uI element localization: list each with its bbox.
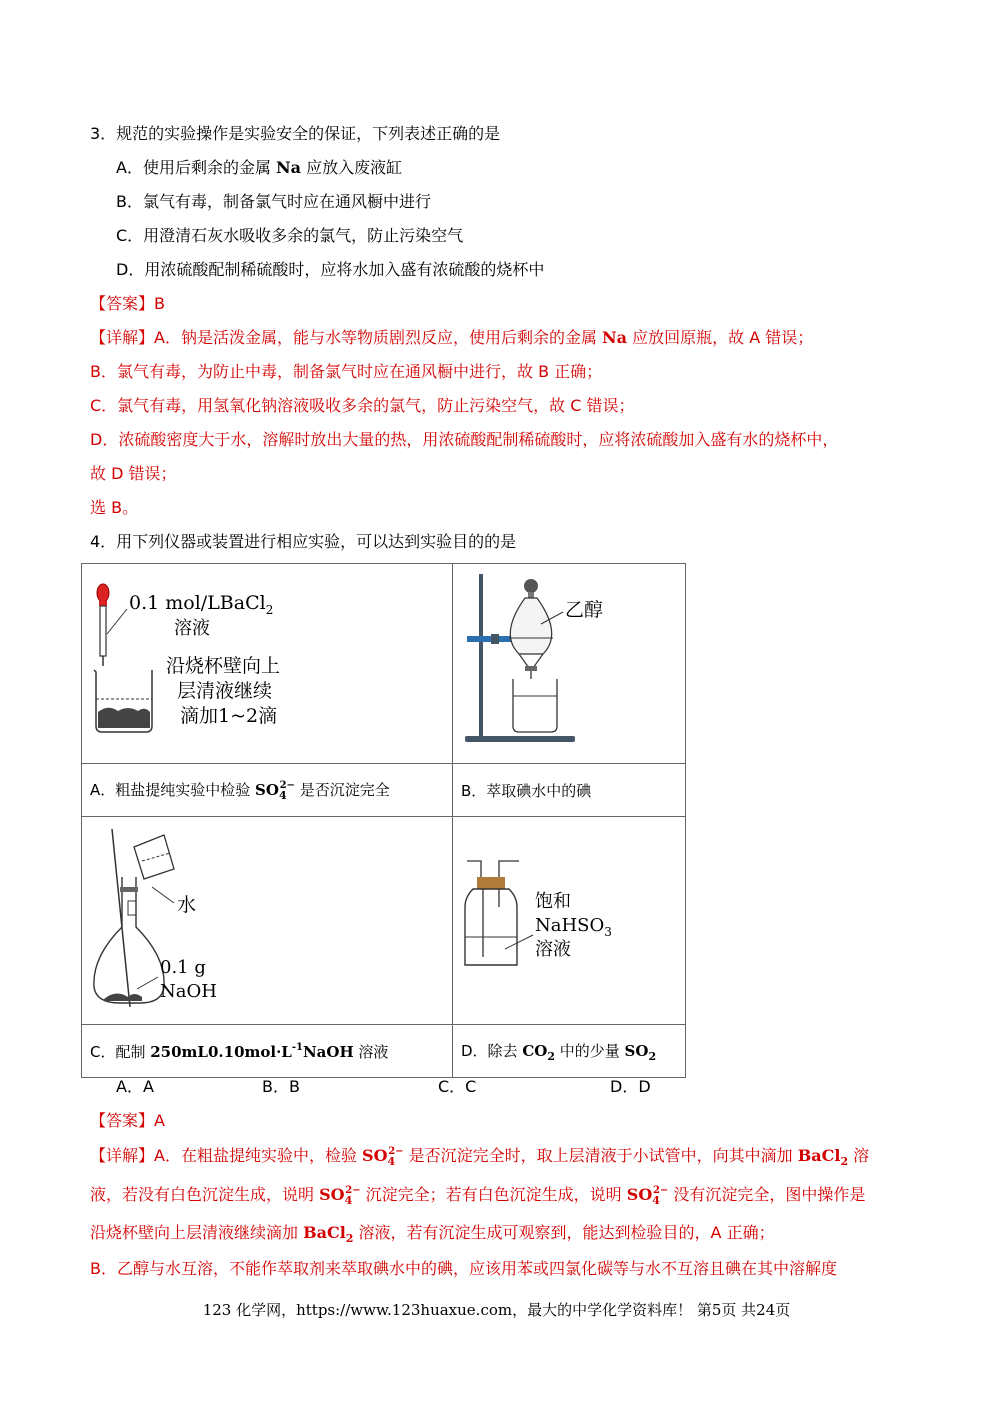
- note-line1: 沿烧杯壁向上: [166, 655, 281, 677]
- page-footer: 123 化学网，https://www.123huaxue.com，最大的中学化学资料库！ 第5页 共24页: [202, 1301, 791, 1319]
- q3-option-c: C．用澄清石灰水吸收多余的氯气，防止污染空气: [116, 226, 464, 245]
- q4-choice-c: C．C: [438, 1077, 477, 1096]
- caption-b: B．萃取碘水中的碘: [453, 764, 686, 817]
- q3-option-d: D．用浓硫酸配制稀硫酸时，应将水加入盛有浓硫酸的烧杯中: [116, 260, 545, 279]
- saturated-label: 饱和: [535, 891, 571, 912]
- mass-label: 0.1 g: [160, 957, 206, 978]
- q4-detail-line4: B．乙醇与水互溶，不能作萃取剂来萃取碘水中的碘，应该用苯或四氯化碳等与水不互溶且碘在其中溶解度: [90, 1259, 837, 1278]
- q4-detail-line2: 液，若没有白色沉淀生成，说明 $SO_4^{2-}$ 沉淀完全；若有白色沉淀生成，说明 $SO_4^{2-}$ 没有沉淀完全，图中操作是: [90, 1185, 866, 1207]
- q4-choice-d: D．D: [610, 1077, 651, 1096]
- figure-a-dropper-beaker: [82, 564, 452, 759]
- figure-c-cell: [82, 817, 453, 1025]
- q3-detail-a: 【详解】A．钠是活泼金属，能与水等物质剧烈反应，使用后剩余的金属 Na 应放回原瓶，故 A 错误；: [90, 328, 814, 347]
- q4-answer: 【答案】A: [90, 1111, 165, 1130]
- q3-stem: 3．规范的实验操作是实验安全的保证，下列表述正确的是: [90, 124, 501, 143]
- q3-detail-b: B．氯气有毒，为防止中毒，制备氯气时应在通风橱中进行，故 B 正确；: [90, 362, 603, 381]
- water-label: 水: [177, 894, 197, 916]
- caption-d: D．除去 $CO_2$ 中的少量 $SO_2$: [453, 1025, 686, 1078]
- figure-b-separatory-funnel: [453, 564, 685, 759]
- figure-c-volumetric-flask: [82, 817, 452, 1020]
- q4-choice-b: B．B: [262, 1077, 300, 1096]
- note-line3: 滴加1~2滴: [180, 705, 278, 727]
- caption-c: C．配制 $250mL0.10mol\cdot L^{-1}NaOH$ 溶液: [82, 1025, 453, 1078]
- caption-a: A．粗盐提纯实验中检验 $SO_4^{2-}$ 是否沉淀完全: [82, 764, 453, 817]
- q3-answer: 【答案】B: [90, 294, 165, 313]
- q4-detail-line3: 沿烧杯壁向上层清液继续滴加 BaCl$_2$ 溶液，若有沉淀生成可观察到，能达到检验目的，A 正确；: [90, 1223, 775, 1245]
- q4-detail-line1: 【详解】A．在粗盐提纯实验中，检验 $SO_4^{2-}$ 是否沉淀完全时，取上层清液于小试管中，向其中滴加 BaCl$_2$ 溶: [90, 1146, 870, 1168]
- figure-b-cell: [453, 564, 686, 764]
- reagent-bacl2-label: 0.1 mol/LBaCl$_2$: [129, 592, 274, 617]
- naoh-label: NaOH: [160, 981, 217, 1002]
- q3-detail-c: C．氯气有毒，用氢氧化钠溶液吸收多余的氯气，防止污染空气，故 C 错误；: [90, 396, 635, 415]
- ethanol-label: 乙醇: [565, 599, 604, 621]
- q3-detail-d2: 故 D 错误；: [90, 464, 177, 483]
- solution-label: 溶液: [535, 939, 571, 960]
- figure-d-gas-washing-bottle: [453, 817, 685, 1020]
- apparatus-table: [81, 563, 686, 1078]
- figure-d-cell: [453, 817, 686, 1025]
- q3-choose: 选 B。: [90, 498, 139, 517]
- reagent-solution-label: 溶液: [174, 618, 210, 639]
- q3-option-b: B．氯气有毒，制备氯气时应在通风橱中进行: [116, 192, 431, 211]
- q3-option-a: A．使用后剩余的金属 Na 应放入废液缸: [116, 158, 403, 177]
- note-line2: 层清液继续: [177, 680, 273, 702]
- q3-detail-d1: D．浓硫酸密度大于水，溶解时放出大量的热，用浓硫酸配制稀硫酸时，应将浓硫酸加入盛有水的烧杯中，: [90, 430, 839, 449]
- q4-choice-a: A．A: [116, 1077, 154, 1096]
- nahso3-label: NaHSO$_3$: [535, 915, 612, 939]
- q4-stem: 4．用下列仪器或装置进行相应实验，可以达到实验目的的是: [90, 532, 517, 551]
- figure-a-cell: [82, 564, 453, 764]
